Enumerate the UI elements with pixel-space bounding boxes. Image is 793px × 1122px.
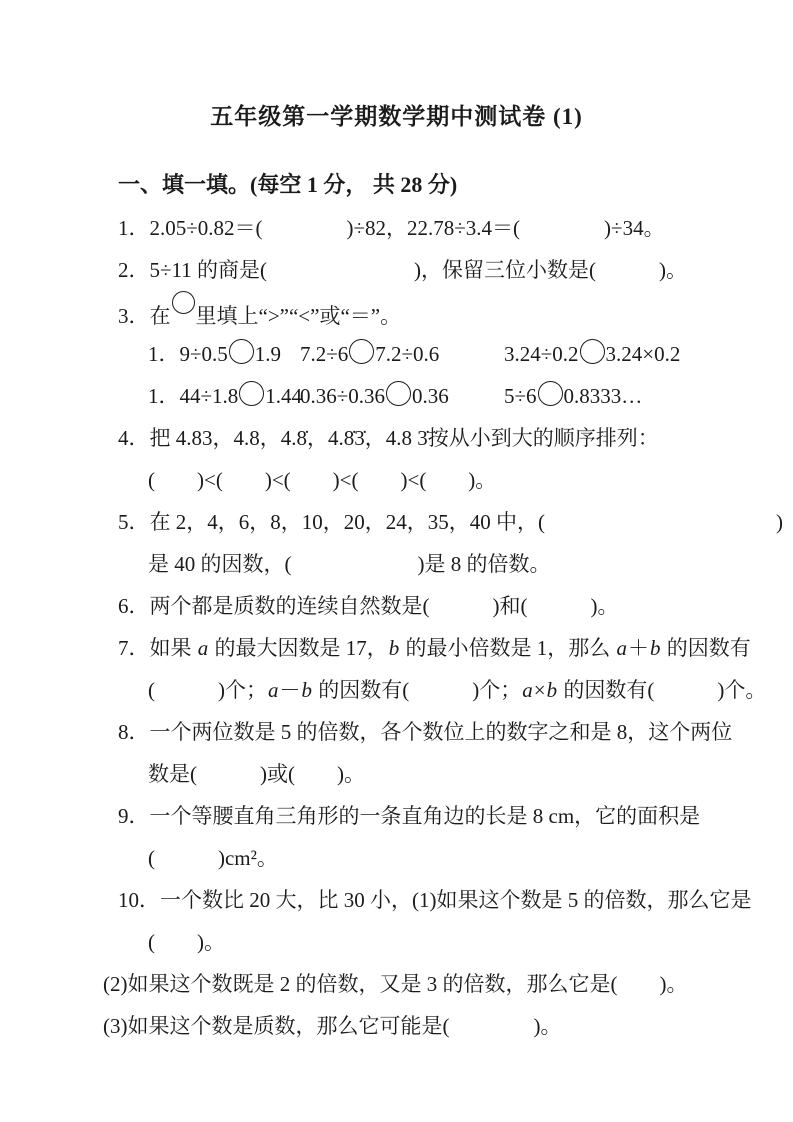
question-number: 9． xyxy=(118,804,150,828)
comparison-right: 1.44 xyxy=(265,384,303,408)
question-9-line-2 xyxy=(0,837,793,879)
comparison-cell xyxy=(300,375,504,417)
question-3 xyxy=(0,291,793,333)
comparison-cell xyxy=(148,333,300,375)
variable-letter: b xyxy=(301,678,312,702)
comparison-left: 5÷6 xyxy=(504,384,537,408)
question-2 xyxy=(0,249,793,291)
question-3-row-1 xyxy=(0,333,793,375)
question-4 xyxy=(0,417,793,459)
comparison-cell xyxy=(504,333,793,375)
question-4-line-2 xyxy=(0,459,793,501)
question-text: 一个等腰直角三角形的一条直角边的长是 8 cm，它的面积是 xyxy=(149,804,701,828)
question-text: 5÷11 的商是( )，保留三位小数是( )。 xyxy=(149,258,687,282)
comparison-left: 0.36÷0.36 xyxy=(300,384,386,408)
text-segment: ＋ xyxy=(628,636,649,660)
text-segment: ( )个； xyxy=(148,678,267,702)
question-6 xyxy=(0,585,793,627)
question-5 xyxy=(0,501,793,543)
question-number: 4． xyxy=(118,426,150,450)
comparison-cell xyxy=(300,333,504,375)
question-number: 10． xyxy=(118,888,160,912)
answer-circle-icon xyxy=(538,381,563,406)
variable-letter: a xyxy=(268,678,279,702)
text-segment: － xyxy=(279,678,301,702)
question-number: 7． xyxy=(118,636,150,660)
answer-circle-icon xyxy=(580,339,605,364)
text-segment: 的最小倍数是 1，那么 xyxy=(400,636,616,660)
text-segment: 的因数有 xyxy=(661,636,751,660)
comparison-cell xyxy=(148,375,303,417)
question-5-line-2 xyxy=(0,543,793,585)
question-9 xyxy=(0,795,793,837)
question-text: 数是( )或( )。 xyxy=(148,762,365,786)
question-text xyxy=(148,678,766,702)
question-number: 1． xyxy=(118,216,150,240)
question-text: 把 4.83，4.8，4.8̇，4.8̇3̇，4.8 3̇按从小到大的顺序排列： xyxy=(149,426,659,450)
text-segment: 的因数有( )个。 xyxy=(558,678,767,702)
variable-letter: a xyxy=(522,678,533,702)
answer-circle-icon xyxy=(229,339,254,364)
question-text: 两个都是质数的连续自然数是( )和( )。 xyxy=(149,594,619,618)
question-number: 6． xyxy=(118,594,150,618)
variable-letter: b xyxy=(388,636,400,660)
comparison-left: 7.2÷6 xyxy=(300,342,349,366)
question-number: 8． xyxy=(118,720,150,744)
question-8 xyxy=(0,711,793,753)
question-text xyxy=(150,636,751,660)
comparison-cell xyxy=(504,375,793,417)
variable-letter: a xyxy=(616,636,627,660)
question-number: 2． xyxy=(118,258,150,282)
question-7 xyxy=(0,627,793,669)
comparison-right: 0.36 xyxy=(412,384,449,408)
question-10 xyxy=(0,879,793,921)
question-text: ( )。 xyxy=(148,930,225,954)
question-text: 一个数比 20 大，比 30 小，(1)如果这个数是 5 的倍数，那么它是 xyxy=(160,888,752,912)
question-text: ( )<( )<( )<( )<( )。 xyxy=(148,468,497,492)
text-segment: 的因数有( )个； xyxy=(313,678,522,702)
question-text: (3)如果这个数是质数，那么它可能是( )。 xyxy=(103,1014,562,1038)
question-text: 2.05÷0.82＝( )÷82，22.78÷3.4＝( )÷34。 xyxy=(149,216,665,240)
text-segment: 的最大因数是 17， xyxy=(209,636,388,660)
question-10-part-2 xyxy=(0,963,793,1005)
question-text: ( )cm²。 xyxy=(148,846,278,870)
answer-circle-icon xyxy=(386,381,411,406)
question-text: 在 xyxy=(149,304,171,328)
text-segment: 如果 xyxy=(149,636,197,660)
question-number: 3． xyxy=(118,304,150,328)
answer-circle-icon xyxy=(172,291,195,314)
question-number: 5． xyxy=(118,510,150,534)
answer-circle-icon xyxy=(349,339,374,364)
comparison-left: 1．44÷1.8 xyxy=(148,384,239,408)
question-list xyxy=(0,207,793,1047)
variable-letter: a xyxy=(197,636,209,660)
comparison-right: 7.2÷0.6 xyxy=(375,342,440,366)
variable-letter: b xyxy=(546,678,558,702)
comparison-right: 3.24×0.2 xyxy=(605,342,681,366)
question-1 xyxy=(0,207,793,249)
comparison-left: 1．9÷0.5 xyxy=(148,342,228,366)
question-text: 里填上“>”“<”或“＝”。 xyxy=(195,304,402,328)
question-text: 在 2，4，6，8，10，20，24，35，40 中，( ) xyxy=(149,510,783,534)
comparison-right: 0.8333… xyxy=(563,384,643,408)
question-10-line-2 xyxy=(0,921,793,963)
comparison-left: 3.24÷0.2 xyxy=(504,342,579,366)
answer-circle-icon xyxy=(239,381,264,406)
question-10-part-3 xyxy=(0,1005,793,1047)
variable-letter: b xyxy=(650,636,661,660)
question-text: 是 40 的因数，( )是 8 的倍数。 xyxy=(148,552,551,576)
question-7-line-2 xyxy=(0,669,793,711)
question-text: 一个两位数是 5 的倍数，各个数位上的数字之和是 8，这个两位 xyxy=(149,720,733,744)
comparison-right: 1.9 xyxy=(254,342,282,366)
page-title: 五年级第一学期数学期中测试卷 (1) xyxy=(210,104,583,129)
question-text: (2)如果这个数既是 2 的倍数，又是 3 的倍数，那么它是( )。 xyxy=(103,972,688,996)
section-heading: 一、填一填。(每空 1 分， 共 28 分) xyxy=(118,172,458,197)
question-8-line-2 xyxy=(0,753,793,795)
question-3-row-2 xyxy=(0,375,793,417)
text-segment: × xyxy=(533,678,546,702)
